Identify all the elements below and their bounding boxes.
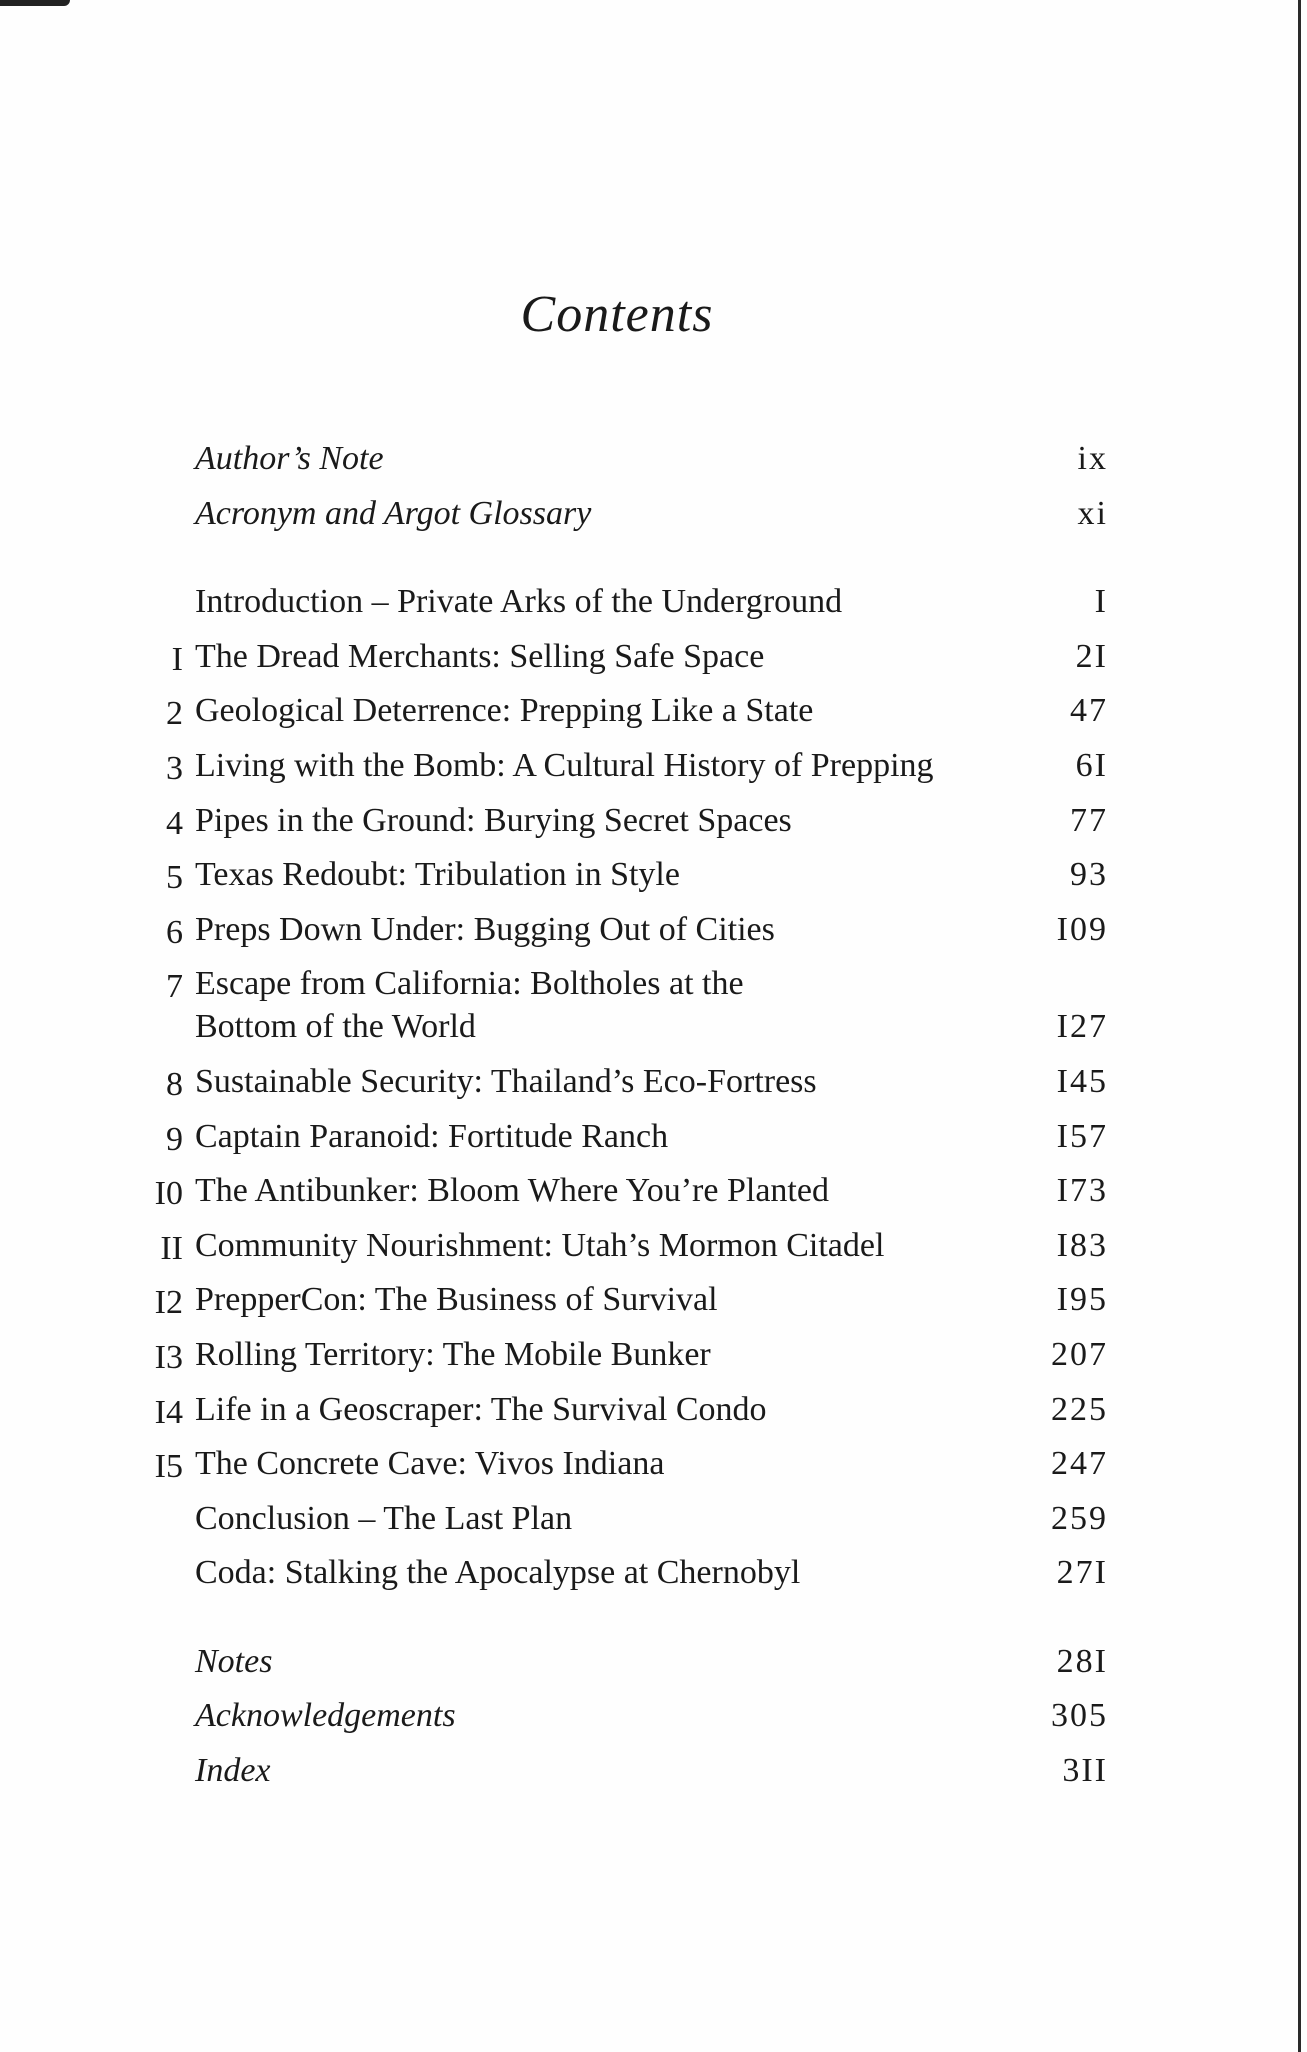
section-gap	[140, 540, 1108, 574]
entry-title	[195, 1054, 817, 1103]
page-number: I27	[1056, 1008, 1108, 1046]
entry-title-line: Life in a Geoscraper: The Survival Condo	[195, 1390, 767, 1428]
entry-title	[195, 1382, 767, 1431]
table-of-contents	[140, 431, 1108, 1798]
toc-entry[interactable]	[140, 1327, 1108, 1382]
entry-title	[195, 1634, 272, 1683]
chapter-number: 4	[166, 804, 183, 842]
page-number: I45	[1056, 1062, 1108, 1100]
entry-title	[195, 793, 792, 842]
page-number: 27I	[1056, 1554, 1108, 1592]
chapter-number: I5	[154, 1448, 183, 1486]
entry-title-line: Pipes in the Ground: Burying Secret Spaces	[195, 801, 792, 839]
toc-entry[interactable]	[140, 956, 1108, 1054]
page-number: 93	[1070, 856, 1108, 894]
entry-title-line: Escape from California: Boltholes at the	[195, 965, 744, 1003]
entry-title	[195, 1327, 711, 1376]
entry-title-line: Acronym and Argot Glossary	[195, 494, 592, 532]
toc-entry[interactable]	[140, 683, 1108, 738]
chapter-number: I0	[154, 1175, 183, 1213]
entry-title	[195, 629, 764, 678]
toc-entry[interactable]	[140, 1688, 1108, 1743]
page-number: I73	[1056, 1172, 1108, 1210]
toc-entry[interactable]	[140, 793, 1108, 848]
chapter-number: I2	[154, 1284, 183, 1322]
entry-title-line: Coda: Stalking the Apocalypse at Chernobyl	[195, 1554, 801, 1592]
chapter-number: 5	[166, 859, 183, 897]
page-number: I	[1094, 583, 1108, 621]
entry-title	[195, 574, 842, 623]
toc-entry[interactable]	[140, 1491, 1108, 1546]
page-number: xi	[1077, 494, 1108, 532]
page-number: I09	[1056, 910, 1108, 948]
toc-entry[interactable]	[140, 1743, 1108, 1798]
entry-title-line: Notes	[195, 1642, 273, 1680]
page-number: 28I	[1056, 1642, 1108, 1680]
toc-entry[interactable]	[140, 902, 1108, 957]
entry-title	[195, 902, 775, 951]
entry-title-line: Living with the Bomb: A Cultural History of Prepping	[195, 746, 934, 784]
entry-title	[195, 1109, 668, 1158]
entry-title	[195, 1491, 572, 1540]
page-number: ix	[1077, 440, 1108, 477]
entry-title-line: Index	[195, 1752, 271, 1790]
entry-title	[195, 1688, 456, 1737]
entry-title-line: Conclusion – The Last Plan	[195, 1499, 573, 1537]
chapter-number: 6	[166, 913, 183, 951]
entry-title-line: Community Nourishment: Utah’s Mormon Citadel	[195, 1226, 885, 1264]
toc-entry[interactable]	[140, 1436, 1108, 1491]
toc-entry[interactable]	[140, 1218, 1108, 1273]
page-number: 225	[1051, 1390, 1108, 1428]
page-title: Contents	[520, 286, 714, 343]
page-number: 305	[1051, 1697, 1108, 1735]
chapter-number: 9	[166, 1120, 183, 1158]
toc-entry[interactable]	[140, 847, 1108, 902]
chapter-number: 7	[166, 968, 183, 1006]
chapter-number: 2	[166, 695, 183, 733]
toc-entry[interactable]	[140, 486, 1108, 541]
entry-title	[195, 1436, 664, 1485]
toc-entry[interactable]	[140, 1382, 1108, 1437]
entry-title-line: Rolling Territory: The Mobile Bunker	[195, 1335, 711, 1373]
page-number: I57	[1056, 1117, 1108, 1155]
toc-entry[interactable]	[140, 1272, 1108, 1327]
toc-entry[interactable]	[140, 738, 1108, 793]
entry-title-line: PrepperCon: The Business of Survival	[195, 1281, 718, 1319]
entry-title-line: Captain Paranoid: Fortitude Ranch	[195, 1117, 669, 1155]
entry-title	[195, 1743, 271, 1792]
entry-title	[195, 1545, 800, 1594]
toc-entry[interactable]	[140, 431, 1108, 486]
entry-title	[195, 683, 813, 732]
toc-entry[interactable]	[140, 1054, 1108, 1109]
entry-title	[195, 956, 744, 1048]
page-number: I95	[1056, 1281, 1108, 1319]
page-number: 77	[1070, 801, 1108, 839]
chapter-number: I4	[154, 1393, 183, 1431]
chapter-number: I3	[154, 1338, 183, 1376]
entry-title	[195, 486, 591, 535]
entry-title	[195, 738, 934, 787]
chapter-number: I	[171, 640, 183, 678]
entry-title-line: The Dread Merchants: Selling Safe Space	[195, 637, 765, 675]
page-number: 247	[1051, 1445, 1108, 1483]
page-edge	[1298, 0, 1301, 2052]
toc-entry[interactable]	[140, 574, 1108, 629]
entry-title-line: Sustainable Security: Thailand’s Eco-Fortress	[195, 1062, 817, 1100]
toc-entry[interactable]	[140, 1634, 1108, 1689]
page-number: 3II	[1062, 1752, 1108, 1790]
page-number: 259	[1051, 1499, 1108, 1537]
entry-title-line: The Antibunker: Bloom Where You’re Planted	[195, 1172, 829, 1210]
entry-title-line: Bottom of the World	[195, 1008, 476, 1046]
page-number: 207	[1051, 1335, 1108, 1373]
chapter-number: II	[160, 1229, 183, 1267]
page-number: 47	[1070, 692, 1108, 730]
entry-title-line: Preps Down Under: Bugging Out of Cities	[195, 910, 775, 948]
entry-title	[195, 847, 680, 896]
entry-title	[195, 1218, 884, 1267]
toc-entry[interactable]	[140, 1545, 1108, 1600]
toc-entry[interactable]	[140, 629, 1108, 684]
entry-title	[195, 1163, 829, 1212]
entry-title-line: Introduction – Private Arks of the Underground	[195, 583, 843, 621]
chapter-number: 8	[166, 1065, 183, 1103]
entry-title-line: Author’s Note	[195, 440, 384, 477]
chapter-number: 3	[166, 749, 183, 787]
entry-title-line: The Concrete Cave: Vivos Indiana	[195, 1445, 665, 1483]
entry-title	[195, 1272, 718, 1321]
entry-title-line: Geological Deterrence: Prepping Like a State	[195, 692, 814, 730]
section-gap	[140, 1600, 1108, 1634]
entry-title-line: Texas Redoubt: Tribulation in Style	[195, 856, 680, 894]
toc-entry[interactable]	[140, 1109, 1108, 1164]
entry-title-line: Acknowledgements	[195, 1697, 456, 1735]
page-number: 2I	[1075, 637, 1108, 675]
toc-entry[interactable]	[140, 1163, 1108, 1218]
page-number: I83	[1056, 1226, 1108, 1264]
entry-title	[195, 431, 384, 480]
scan-smudge	[0, 0, 70, 6]
page-number: 6I	[1075, 746, 1108, 784]
